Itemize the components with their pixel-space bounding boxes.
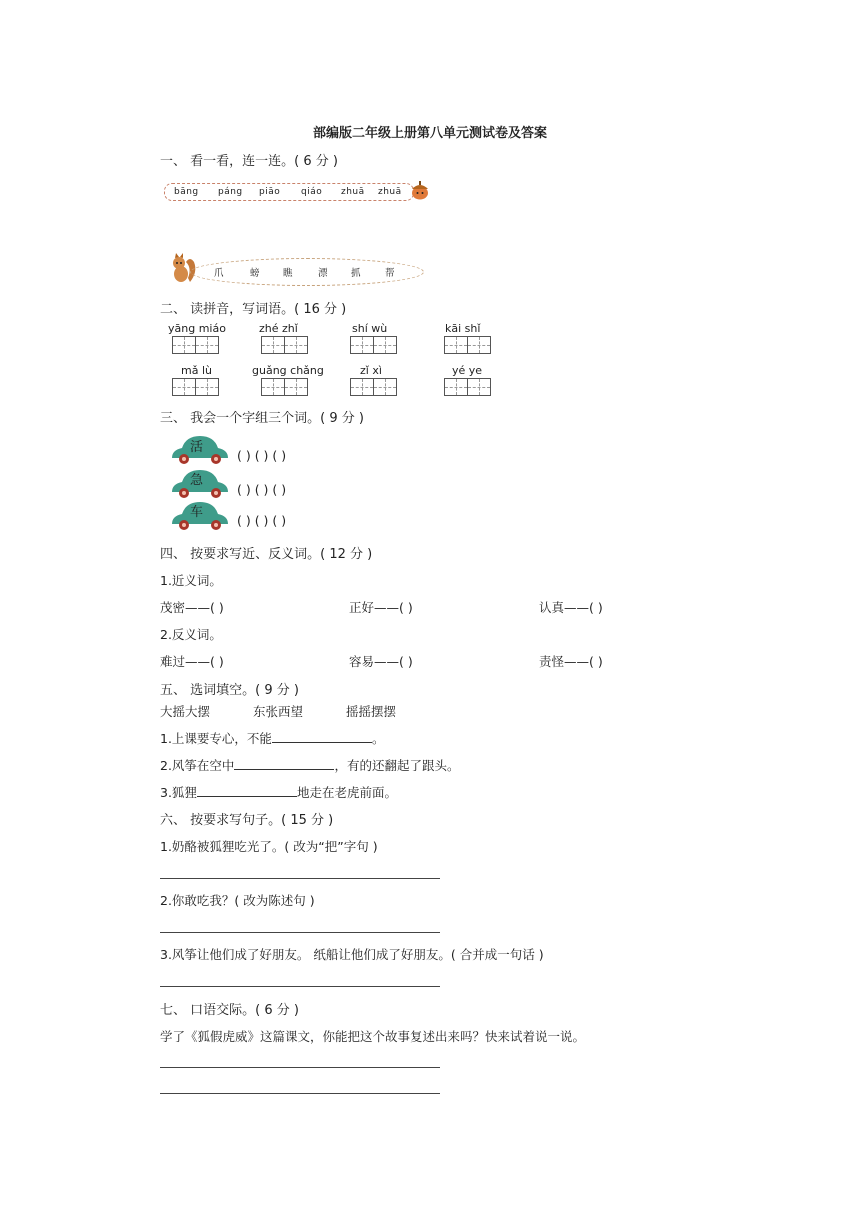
car-char: 车 bbox=[190, 505, 204, 520]
fill-blank[interactable] bbox=[272, 730, 372, 743]
acorn-icon bbox=[409, 180, 431, 200]
answer-line[interactable] bbox=[160, 986, 440, 987]
page-title: 部编版二年级上册第八单元测试卷及答案 bbox=[312, 126, 547, 141]
char-item: 瞧 bbox=[283, 268, 293, 279]
sentence-question: 2.你敢吃我？( 改为陈述句 ) bbox=[160, 893, 315, 908]
writing-grid[interactable] bbox=[444, 378, 491, 396]
section4-heading: 四、 按要求写近、反义词。( 12 分 ) bbox=[160, 547, 373, 562]
fill-blank[interactable] bbox=[197, 784, 297, 797]
fill-question bbox=[160, 783, 397, 801]
answer-parens[interactable]: ( ) ( ) ( ) bbox=[237, 513, 287, 528]
pinyin-prompt: mǎ lù bbox=[181, 364, 212, 377]
pinyin-prompt: zǐ xì bbox=[360, 364, 382, 377]
question-text: 地走在老虎前面。 bbox=[296, 785, 397, 800]
question-text: 。 bbox=[371, 731, 385, 746]
char-item: 螃 bbox=[250, 268, 260, 279]
char-item: 爪 bbox=[214, 268, 224, 279]
pinyin-prompt: guǎng chǎng bbox=[252, 364, 324, 377]
pinyin-item: zhuā bbox=[341, 187, 365, 197]
writing-grid[interactable] bbox=[350, 378, 397, 396]
car-char: 急 bbox=[190, 473, 204, 488]
pinyin-prompt: shí wù bbox=[352, 322, 388, 335]
pinyin-prompt: kāi shǐ bbox=[445, 322, 481, 335]
writing-grid[interactable] bbox=[172, 378, 219, 396]
fill-question bbox=[160, 756, 459, 774]
pinyin-prompt: yé ye bbox=[452, 364, 483, 377]
word-choice: 东张西望 bbox=[253, 704, 304, 719]
sentence-question: 3.风筝让他们成了好朋友。 纸船让他们成了好朋友。( 合并成一句话 ) bbox=[160, 947, 544, 962]
fill-question bbox=[160, 729, 384, 747]
synonym-item[interactable]: 正好——( ) bbox=[349, 600, 413, 615]
section1-heading: 一、 看一看，连一连。( 6 分 ) bbox=[160, 154, 338, 169]
writing-grid[interactable] bbox=[350, 336, 397, 354]
answer-line[interactable] bbox=[160, 878, 440, 879]
char-item: 帮 bbox=[385, 268, 395, 279]
answer-line[interactable] bbox=[160, 932, 440, 933]
sub-heading: 1.近义词。 bbox=[160, 573, 222, 588]
pinyin-item: zhuā bbox=[378, 187, 402, 197]
question-text: ，有的还翻起了跟头。 bbox=[334, 758, 460, 773]
pinyin-item: piāo bbox=[259, 187, 281, 197]
antonym-item[interactable]: 难过——( ) bbox=[160, 654, 224, 669]
writing-grid[interactable] bbox=[172, 336, 219, 354]
question-text: 1.上课要专心，不能 bbox=[160, 731, 272, 746]
pinyin-prompt: zhé zhǐ bbox=[259, 322, 298, 335]
answer-line[interactable] bbox=[160, 1067, 440, 1068]
synonym-item[interactable]: 认真——( ) bbox=[539, 600, 603, 615]
char-item: 漂 bbox=[318, 268, 328, 279]
car-char: 活 bbox=[190, 440, 204, 455]
pinyin-item: bāng bbox=[174, 187, 199, 197]
answer-parens[interactable]: ( ) ( ) ( ) bbox=[237, 482, 287, 497]
oral-prompt: 学了《狐假虎威》这篇课文，你能把这个故事复述出来吗？快来试着说一说。 bbox=[160, 1029, 586, 1044]
section3-heading: 三、 我会一个字组三个词。( 9 分 ) bbox=[160, 411, 364, 426]
fill-blank[interactable] bbox=[234, 757, 334, 770]
sentence-question: 1.奶酪被狐狸吃光了。( 改为“把”字句 ) bbox=[160, 839, 378, 854]
sub-heading: 2.反义词。 bbox=[160, 627, 222, 642]
char-item: 抓 bbox=[351, 268, 361, 279]
word-choice: 大摇大摆 bbox=[160, 704, 211, 719]
antonym-item[interactable]: 责怪——( ) bbox=[539, 654, 603, 669]
writing-grid[interactable] bbox=[444, 336, 491, 354]
section7-heading: 七、 口语交际。( 6 分 ) bbox=[160, 1003, 299, 1018]
writing-grid[interactable] bbox=[261, 378, 308, 396]
synonym-item[interactable]: 茂密——( ) bbox=[160, 600, 224, 615]
pinyin-prompt: yāng miáo bbox=[168, 322, 226, 335]
question-text: 3.狐狸 bbox=[160, 785, 197, 800]
antonym-item[interactable]: 容易——( ) bbox=[349, 654, 413, 669]
pinyin-item: páng bbox=[218, 187, 243, 197]
word-choice: 摇摇摆摆 bbox=[346, 704, 397, 719]
pinyin-bar bbox=[164, 183, 414, 201]
answer-parens[interactable]: ( ) ( ) ( ) bbox=[237, 448, 287, 463]
writing-grid[interactable] bbox=[261, 336, 308, 354]
section2-heading: 二、 读拼音，写词语。( 16 分 ) bbox=[160, 302, 347, 317]
section6-heading: 六、 按要求写句子。( 15 分 ) bbox=[160, 813, 334, 828]
question-text: 2.风筝在空中 bbox=[160, 758, 235, 773]
section5-heading: 五、 选词填空。( 9 分 ) bbox=[160, 683, 299, 698]
pinyin-item: qiáo bbox=[301, 187, 323, 197]
answer-line[interactable] bbox=[160, 1093, 440, 1094]
